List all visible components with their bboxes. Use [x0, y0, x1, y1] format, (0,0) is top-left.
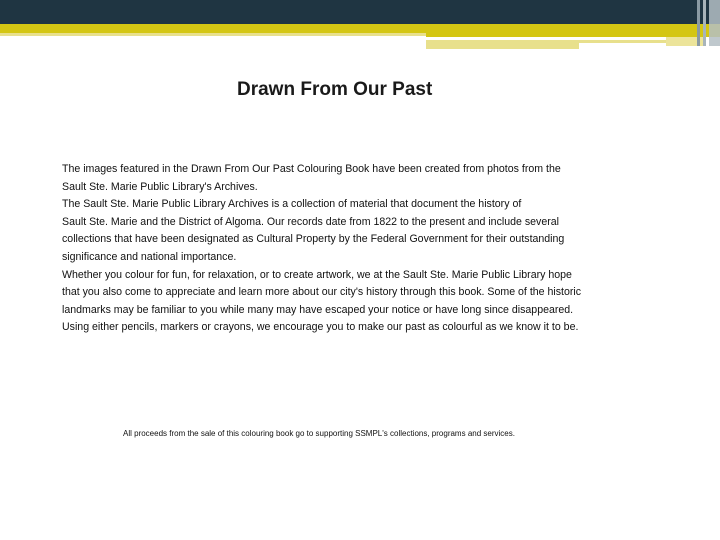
slide-title: Drawn From Our Past [237, 79, 433, 100]
header-light-strip [0, 33, 426, 36]
body-line: Sault Ste. Marie and the District of Algoma. Our records date from 1822 to the present and include several [62, 215, 559, 228]
body-line: that you also come to appreciate and learn more about our city's history through this book. Some of the historic [62, 286, 582, 299]
body-line: Using either pencils, markers or crayons, we encourage you to make our past as colourful as we know it to be. [62, 321, 579, 334]
header-dark-band [0, 0, 720, 24]
body-line: collections that have been designated as Cultural Property by the Federal Government for their outstanding [62, 233, 565, 246]
body-line: Whether you colour for fun, for relaxation, or to create artwork, we at the Sault Ste. Marie Public Library hope [62, 268, 572, 281]
body-line: The images featured in the Drawn From Our Past Colouring Book have been created from photos from the [62, 163, 561, 175]
slide-body-text [62, 161, 632, 337]
body-line: The Sault Ste. Marie Public Library Archives is a collection of material that document the history of [62, 198, 522, 211]
header-vertical-bar [697, 0, 700, 46]
header-vertical-bar [709, 0, 720, 46]
footnote: All proceeds from the sale of this colouring book go to supporting SSMPL's collections, programs and services. [123, 429, 515, 438]
header-yellow-band [0, 24, 720, 33]
body-line: Sault Ste. Marie Public Library's Archives. [62, 180, 258, 193]
header-light-block [426, 43, 579, 49]
body-line: significance and national importance. [62, 250, 237, 263]
body-line: landmarks may be familiar to you while many may have escaped your notice or have long since disappeared. [62, 303, 574, 316]
header-light-right [666, 37, 706, 46]
header-vertical-bar [703, 0, 706, 46]
